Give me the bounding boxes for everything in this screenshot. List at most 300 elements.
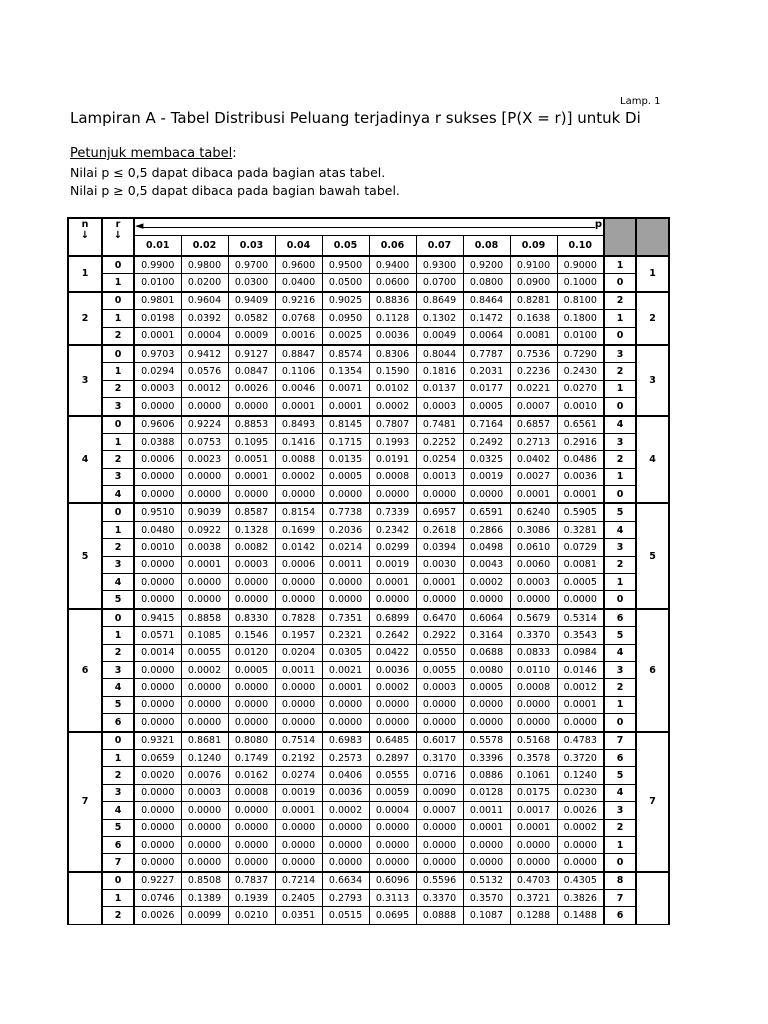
probability-cell: 0.0000 [181,696,228,713]
probability-cell: 0.1354 [322,363,369,380]
probability-cell: 0.8080 [228,732,275,750]
table-row [68,274,669,292]
r-reverse-cell: 0 [604,591,636,609]
probability-cell: 0.1240 [181,749,228,766]
probability-cell: 0.0038 [181,539,228,556]
probability-cell: 0.0500 [322,274,369,292]
r-reverse-cell: 1 [604,310,636,327]
r-cell: 2 [102,767,134,784]
probability-cell: 0.0571 [134,627,181,644]
table-row [68,644,669,661]
probability-cell: 0.0659 [134,749,181,766]
probability-cell: 0.8858 [181,609,228,627]
r-cell: 5 [102,591,134,609]
probability-cell: 0.0000 [134,556,181,573]
r-reverse-cell: 5 [604,503,636,521]
probability-table [67,217,670,925]
r-cell: 0 [102,872,134,890]
n-cell: 5 [68,503,102,608]
table-row [68,714,669,732]
r-cell: 0 [102,256,134,274]
probability-cell: 0.1389 [181,890,228,907]
probability-cell: 0.9227 [134,872,181,890]
p-arrow-header [134,218,604,236]
probability-cell: 0.0000 [275,574,322,591]
probability-cell: 0.3164 [463,627,510,644]
probability-cell: 0.0700 [416,274,463,292]
probability-cell: 0.0922 [181,521,228,538]
probability-cell: 0.0000 [322,714,369,732]
p-value-header: 0.03 [228,236,275,256]
probability-cell: 0.0051 [228,451,275,468]
probability-cell: 0.0014 [134,644,181,661]
probability-cell: 0.0000 [510,591,557,609]
probability-cell: 0.5578 [463,732,510,750]
probability-cell: 0.0950 [322,310,369,327]
probability-cell: 0.0046 [275,380,322,397]
probability-cell: 0.0000 [510,714,557,732]
probability-cell: 0.8100 [557,292,604,310]
probability-cell: 0.1939 [228,890,275,907]
probability-cell: 0.0000 [134,574,181,591]
probability-cell: 0.0009 [228,327,275,345]
probability-cell: 0.0610 [510,539,557,556]
probability-cell: 0.0294 [134,363,181,380]
probability-cell: 0.0055 [181,644,228,661]
probability-cell: 0.0001 [416,574,463,591]
probability-cell: 0.0274 [275,767,322,784]
probability-cell: 0.0001 [181,556,228,573]
probability-cell: 0.0000 [510,836,557,853]
probability-cell: 0.9500 [322,256,369,274]
probability-cell: 0.1957 [275,627,322,644]
n-reverse-cell: 7 [636,732,669,872]
probability-cell: 0.0000 [228,714,275,732]
n-cell [68,872,102,925]
probability-cell: 0.7807 [369,416,416,434]
probability-cell: 0.0000 [322,819,369,836]
probability-cell: 0.0000 [275,591,322,609]
probability-cell: 0.0003 [416,398,463,416]
probability-cell: 0.0008 [510,679,557,696]
probability-cell: 0.3570 [463,890,510,907]
p-value-header: 0.07 [416,236,463,256]
probability-cell: 0.0012 [181,380,228,397]
table-row [68,802,669,819]
table-row [68,767,669,784]
r-cell: 5 [102,696,134,713]
probability-cell: 0.3721 [510,890,557,907]
r-cell: 2 [102,451,134,468]
r-cell: 1 [102,521,134,538]
p-value-header: 0.08 [463,236,510,256]
probability-cell: 0.0003 [181,784,228,801]
probability-cell: 0.2342 [369,521,416,538]
r-reverse-cell: 1 [604,256,636,274]
r-reverse-cell: 1 [604,696,636,713]
probability-cell: 0.7837 [228,872,275,890]
n-reverse-cell: 2 [636,292,669,345]
probability-cell: 0.0833 [510,644,557,661]
probability-cell: 0.0088 [275,451,322,468]
probability-cell: 0.4305 [557,872,604,890]
r-reverse-cell: 3 [604,433,636,450]
probability-cell: 0.0017 [510,802,557,819]
probability-cell: 0.2713 [510,433,557,450]
r-cell: 4 [102,486,134,504]
probability-cell: 0.0004 [369,802,416,819]
probability-cell: 0.7828 [275,609,322,627]
probability-cell: 0.0000 [322,836,369,853]
probability-cell: 0.3396 [463,749,510,766]
probability-cell: 0.0003 [510,574,557,591]
probability-cell: 0.0011 [463,802,510,819]
n-cell: 2 [68,292,102,345]
r-cell: 6 [102,836,134,853]
probability-cell: 0.0146 [557,661,604,678]
probability-cell: 0.0000 [228,679,275,696]
probability-cell: 0.0001 [134,327,181,345]
probability-cell: 0.0900 [510,274,557,292]
probability-cell: 0.3370 [416,890,463,907]
probability-cell: 0.0030 [416,556,463,573]
down-arrow-icon: ↓ [80,230,90,241]
probability-cell: 0.5905 [557,503,604,521]
probability-cell: 0.2321 [322,627,369,644]
r-cell: 1 [102,890,134,907]
probability-cell: 0.0026 [228,380,275,397]
table-row [68,872,669,890]
probability-cell: 0.0071 [322,380,369,397]
probability-cell: 0.0000 [463,696,510,713]
probability-cell: 0.6561 [557,416,604,434]
probability-cell: 0.0003 [416,679,463,696]
r-cell: 0 [102,732,134,750]
probability-cell: 0.0000 [369,714,416,732]
n-reverse-cell: 3 [636,345,669,416]
probability-cell: 0.0001 [510,486,557,504]
probability-cell: 0.0000 [510,854,557,872]
probability-cell: 0.0888 [416,907,463,924]
probability-cell: 0.5168 [510,732,557,750]
probability-cell: 0.0000 [134,591,181,609]
gray-header-cell [604,218,636,256]
probability-cell: 0.1488 [557,907,604,924]
probability-cell: 0.0000 [181,714,228,732]
probability-cell: 0.0300 [228,274,275,292]
probability-cell: 0.0000 [463,486,510,504]
table-row [68,784,669,801]
probability-cell: 0.0000 [369,854,416,872]
probability-cell: 0.0002 [181,661,228,678]
probability-cell: 0.0162 [228,767,275,784]
r-reverse-cell: 7 [604,732,636,750]
probability-cell: 0.0000 [369,696,416,713]
n-reverse-cell: 4 [636,416,669,504]
probability-cell: 0.0001 [557,486,604,504]
probability-cell: 0.6096 [369,872,416,890]
probability-cell: 0.0000 [228,486,275,504]
probability-cell: 0.0010 [134,539,181,556]
probability-cell: 0.0001 [463,819,510,836]
probability-cell: 0.8574 [322,345,369,363]
probability-cell: 0.0000 [134,468,181,485]
probability-cell: 0.5314 [557,609,604,627]
probability-cell: 0.0729 [557,539,604,556]
probability-cell: 0.0582 [228,310,275,327]
probability-cell: 0.0016 [275,327,322,345]
probability-cell: 0.0000 [322,854,369,872]
table-row [68,310,669,327]
probability-cell: 0.0060 [510,556,557,573]
probability-cell: 0.0002 [369,398,416,416]
probability-cell: 0.9606 [134,416,181,434]
probability-cell: 0.9800 [181,256,228,274]
probability-cell: 0.0007 [416,802,463,819]
page-label: Lamp. 1 [620,96,661,107]
table-row [68,907,669,924]
probability-cell: 0.0716 [416,767,463,784]
r-reverse-cell: 3 [604,802,636,819]
probability-cell: 0.0003 [228,556,275,573]
p-value-header: 0.01 [134,236,181,256]
r-reverse-cell: 0 [604,854,636,872]
r-reverse-cell: 8 [604,872,636,890]
r-reverse-cell: 2 [604,363,636,380]
r-reverse-cell: 0 [604,327,636,345]
probability-cell: 0.1715 [322,433,369,450]
table-row [68,416,669,434]
probability-cell: 0.2793 [322,890,369,907]
probability-cell: 0.6634 [322,872,369,890]
table-row [68,380,669,397]
probability-cell: 0.8145 [322,416,369,434]
probability-cell: 0.0000 [181,591,228,609]
r-reverse-cell: 1 [604,574,636,591]
probability-cell: 0.1699 [275,521,322,538]
r-cell: 1 [102,749,134,766]
probability-cell: 0.0000 [181,574,228,591]
probability-cell: 0.2031 [463,363,510,380]
r-cell: 1 [102,363,134,380]
probability-cell: 0.1800 [557,310,604,327]
probability-cell: 0.0000 [181,679,228,696]
probability-cell: 0.0000 [181,802,228,819]
probability-cell: 0.0000 [369,591,416,609]
probability-cell: 0.0000 [275,836,322,853]
probability-cell: 0.0003 [134,380,181,397]
r-reverse-cell: 6 [604,907,636,924]
n-cell: 3 [68,345,102,416]
n-reverse-cell: 1 [636,256,669,292]
r-cell: 4 [102,802,134,819]
probability-cell: 0.6064 [463,609,510,627]
r-reverse-cell: 3 [604,661,636,678]
probability-cell: 0.0000 [322,574,369,591]
probability-cell: 0.2618 [416,521,463,538]
probability-cell: 0.0021 [322,661,369,678]
probability-cell: 0.0000 [181,486,228,504]
probability-cell: 0.0080 [463,661,510,678]
probability-cell: 0.0002 [322,802,369,819]
table-row [68,256,669,274]
r-reverse-cell: 4 [604,784,636,801]
probability-cell: 0.0026 [557,802,604,819]
p-value-header: 0.05 [322,236,369,256]
probability-cell: 0.0000 [275,819,322,836]
probability-cell: 0.0000 [416,819,463,836]
probability-cell: 0.5596 [416,872,463,890]
probability-cell: 0.0230 [557,784,604,801]
r-cell: 4 [102,679,134,696]
r-header-label: r [115,219,121,230]
probability-cell: 0.0400 [275,274,322,292]
probability-cell: 0.0001 [275,398,322,416]
r-cell: 0 [102,609,134,627]
r-cell: 3 [102,661,134,678]
probability-cell: 0.0019 [369,556,416,573]
probability-cell: 0.0019 [275,784,322,801]
probability-cell: 0.6857 [510,416,557,434]
probability-cell: 0.0000 [369,819,416,836]
r-cell: 1 [102,433,134,450]
n-reverse-cell [636,872,669,925]
probability-cell: 0.0135 [322,451,369,468]
probability-cell: 0.0001 [228,468,275,485]
probability-cell: 0.0064 [463,327,510,345]
probability-cell: 0.0305 [322,644,369,661]
probability-cell: 0.0000 [134,802,181,819]
probability-cell: 0.6017 [416,732,463,750]
probability-cell: 0.0498 [463,539,510,556]
probability-cell: 0.6240 [510,503,557,521]
probability-cell: 0.0007 [510,398,557,416]
probability-cell: 0.0000 [181,398,228,416]
probability-cell: 0.0076 [181,767,228,784]
r-reverse-cell: 6 [604,749,636,766]
probability-cell: 0.8044 [416,345,463,363]
probability-cell: 0.0000 [369,836,416,853]
probability-cell: 0.0000 [275,714,322,732]
probability-cell: 0.2573 [322,749,369,766]
probability-cell: 0.0002 [463,574,510,591]
probability-cell: 0.0299 [369,539,416,556]
n-cell: 4 [68,416,102,504]
probability-cell: 0.0000 [134,661,181,678]
n-reverse-cell: 5 [636,503,669,608]
probability-cell: 0.0214 [322,539,369,556]
probability-cell: 0.3170 [416,749,463,766]
r-reverse-cell: 4 [604,644,636,661]
table-row [68,696,669,713]
probability-cell: 0.0000 [228,398,275,416]
probability-cell: 0.0325 [463,451,510,468]
probability-cell: 0.0191 [369,451,416,468]
probability-cell: 0.0422 [369,644,416,661]
probability-cell: 0.9300 [416,256,463,274]
r-cell: 1 [102,310,134,327]
r-reverse-cell: 3 [604,539,636,556]
probability-cell: 0.0000 [463,854,510,872]
probability-cell: 0.1085 [181,627,228,644]
probability-cell: 0.1000 [557,274,604,292]
probability-cell: 0.2405 [275,890,322,907]
probability-cell: 0.0000 [181,468,228,485]
n-header-label: n [81,219,89,230]
probability-cell: 0.0100 [557,327,604,345]
probability-cell: 0.9224 [181,416,228,434]
r-reverse-cell: 1 [604,468,636,485]
probability-cell: 0.0005 [463,679,510,696]
probability-cell: 0.0550 [416,644,463,661]
probability-cell: 0.0000 [463,836,510,853]
probability-cell: 0.0000 [322,591,369,609]
probability-cell: 0.0059 [369,784,416,801]
probability-cell: 0.0984 [557,644,604,661]
probability-cell: 0.0000 [181,854,228,872]
probability-cell: 0.0010 [557,398,604,416]
probability-cell: 0.2036 [322,521,369,538]
r-cell: 0 [102,345,134,363]
probability-cell: 0.9415 [134,609,181,627]
probability-cell: 0.9412 [181,345,228,363]
probability-cell: 0.2252 [416,433,463,450]
probability-cell: 0.0000 [134,696,181,713]
r-cell: 3 [102,398,134,416]
probability-cell: 0.1087 [463,907,510,924]
probability-cell: 0.0204 [275,644,322,661]
probability-cell: 0.7514 [275,732,322,750]
r-reverse-cell: 5 [604,767,636,784]
probability-cell: 0.0000 [228,591,275,609]
r-reverse-cell: 0 [604,398,636,416]
probability-cell: 0.6957 [416,503,463,521]
r-reverse-cell: 2 [604,451,636,468]
probability-cell: 0.8464 [463,292,510,310]
probability-cell: 0.0000 [557,836,604,853]
table-row [68,854,669,872]
probability-cell: 0.4783 [557,732,604,750]
probability-cell: 0.1590 [369,363,416,380]
probability-cell: 0.9025 [322,292,369,310]
probability-cell: 0.7481 [416,416,463,434]
probability-cell: 0.0036 [322,784,369,801]
r-cell: 1 [102,274,134,292]
probability-cell: 0.9100 [510,256,557,274]
probability-cell: 0.2922 [416,627,463,644]
probability-cell: 0.2642 [369,627,416,644]
probability-cell: 0.0002 [369,679,416,696]
table-row [68,627,669,644]
probability-cell: 0.0011 [275,661,322,678]
n-header [68,218,102,256]
probability-cell: 0.0886 [463,767,510,784]
r-reverse-cell: 3 [604,345,636,363]
probability-cell: 0.0555 [369,767,416,784]
r-cell: 0 [102,292,134,310]
probability-cell: 0.8836 [369,292,416,310]
r-reverse-cell: 2 [604,679,636,696]
probability-cell: 0.3826 [557,890,604,907]
p-value-header: 0.06 [369,236,416,256]
probability-cell: 0.1328 [228,521,275,538]
table-row [68,539,669,556]
probability-cell: 0.9600 [275,256,322,274]
table-row [68,591,669,609]
probability-cell: 0.0000 [275,679,322,696]
probability-cell: 0.9801 [134,292,181,310]
probability-cell: 0.0392 [181,310,228,327]
